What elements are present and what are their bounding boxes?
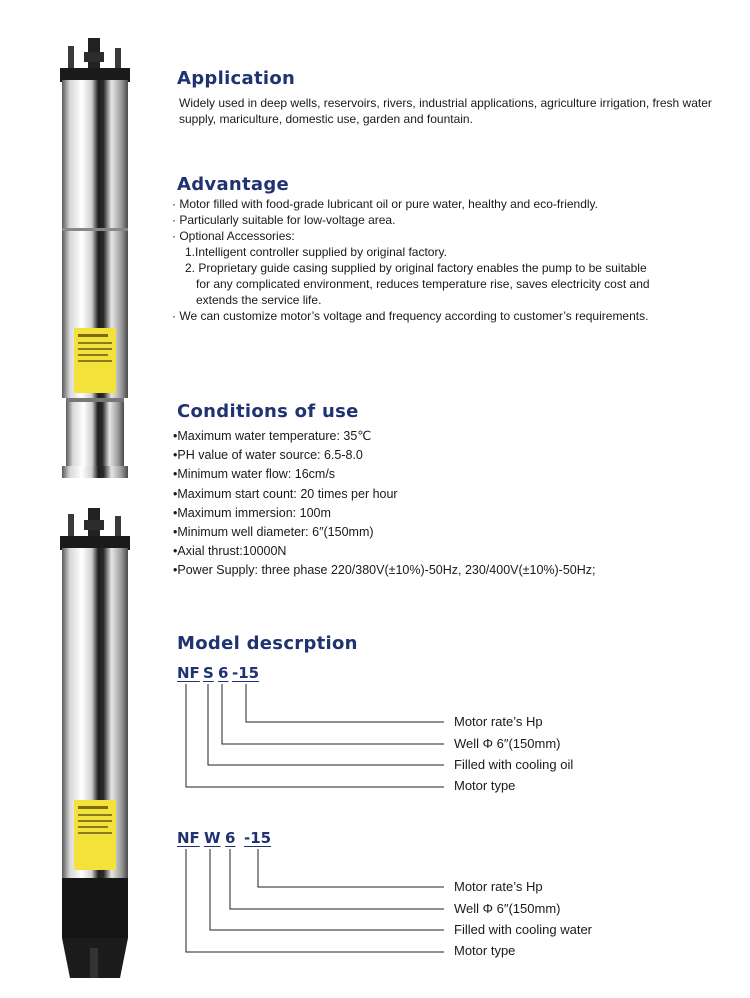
application-text: Widely used in deep wells, reservoirs, rivers, industrial applications, agriculture irrigation, fresh water supply, mariculture, domestic use, garden and fountain. (179, 96, 712, 126)
oil-code-hp: -15 (232, 664, 260, 682)
list-item: extends the service life. (196, 293, 322, 307)
water-line-type (186, 849, 444, 952)
oil-code-well: 6 (218, 664, 229, 682)
list-item: •Minimum water flow: 16cm/s (173, 467, 336, 482)
oil-label-well: Well Φ 6″(150mm) (454, 736, 561, 751)
list-item: •PH value of water source: 6.5-8.0 (173, 448, 363, 463)
list-item: •Maximum start count: 20 times per hour (173, 486, 398, 501)
oil-code-series: NF (177, 664, 200, 682)
model-heading: Model descrption (177, 633, 358, 654)
water-code-medium: W (204, 829, 221, 847)
application-heading: Application (177, 68, 296, 89)
oil-line-hp (246, 684, 444, 722)
list-item: 2. Proprietary guide casing supplied by original factory enables the pump to be suitable (185, 261, 647, 275)
water-code-well: 6 (225, 829, 236, 847)
water-line-medium (210, 849, 444, 930)
water-code-series: NF (177, 829, 200, 847)
water-label-type: Motor type (454, 943, 516, 958)
water-line-well (230, 849, 444, 909)
oil-line-type (186, 684, 444, 787)
oil-line-well (222, 684, 444, 744)
oil-label-type: Motor type (454, 778, 516, 793)
list-item: for any complicated environment, reduces temperature rise, saves electricity cost and (196, 277, 650, 291)
list-item: · We can customize motor’s voltage and frequency according to customer’s requirements. (172, 309, 649, 323)
water-line-hp (258, 849, 444, 887)
list-item: •Maximum immersion: 100m (173, 505, 331, 520)
list-item: •Maximum water temperature: 35℃ (173, 429, 372, 443)
list-item: · Optional Accessories: (172, 229, 295, 243)
list-item: · Motor filled with food-grade lubricant oil or pure water, healthy and eco-friendly. (172, 197, 598, 211)
list-item: •Axial thrust:10000N (173, 544, 287, 559)
water-label-hp: Motor rate’s Hp (454, 879, 543, 894)
list-item: · Particularly suitable for low-voltage area. (172, 213, 396, 227)
oil-line-medium (208, 684, 444, 765)
water-code-hp: -15 (244, 829, 272, 847)
oil-code-medium: S (203, 664, 214, 682)
oil-label-hp: Motor rate’s Hp (454, 714, 543, 729)
advantage-heading: Advantage (177, 174, 290, 195)
water-label-medium: Filled with cooling water (454, 922, 593, 937)
list-item: •Power Supply: three phase 220/380V(±10%)-50Hz, 230/400V(±10%)-50Hz; (173, 563, 596, 578)
water-label-well: Well Φ 6″(150mm) (454, 901, 561, 916)
list-item: 1.Intelligent controller supplied by original factory. (185, 245, 447, 259)
list-item: •Minimum well diameter: 6″(150mm) (173, 525, 374, 540)
oil-label-medium: Filled with cooling oil (454, 757, 574, 772)
conditions-heading: Conditions of use (177, 401, 359, 422)
